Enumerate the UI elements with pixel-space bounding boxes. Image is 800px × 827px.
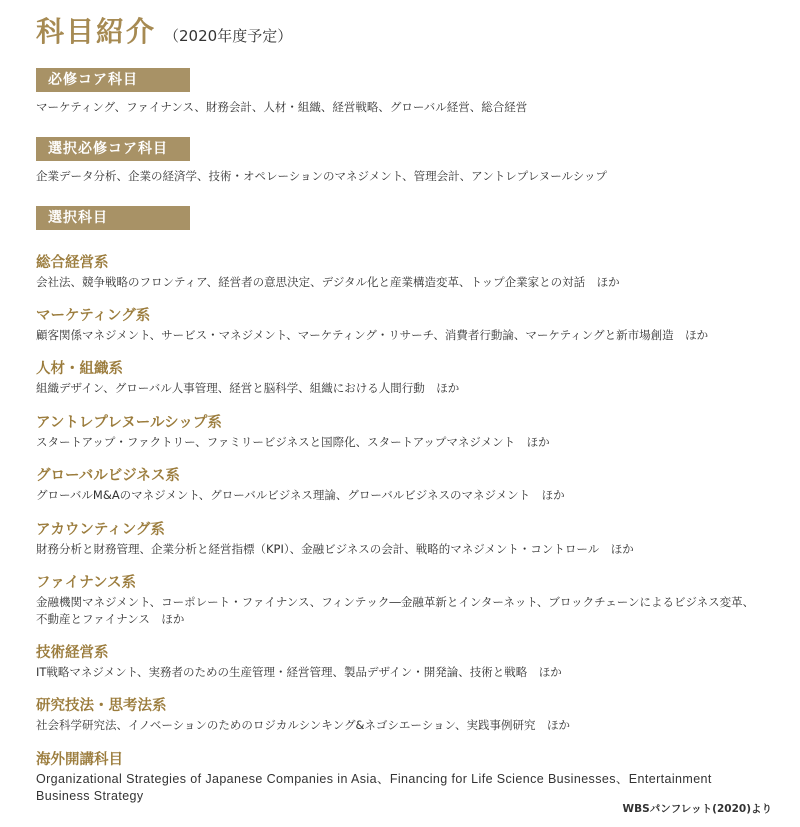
elective-title-hr-organization: 人材・組織系 xyxy=(36,361,123,377)
electives-band: 選択科目 xyxy=(36,206,190,230)
elective-description-marketing: 顧客関係マネジメント、サービス・マネジメント、マーケティング・リサーチ、消費者行動論、マーケティングと新市場創造 ほか xyxy=(36,328,709,342)
elective-description-technology-management: IT戦略マネジメント、実務者のための生産管理・経営管理、製品デザイン・開発論、技術と戦略 ほか xyxy=(36,665,562,679)
elective-title-overseas-courses: 海外開講科目 xyxy=(36,752,123,768)
required-core-description: マーケティング、ファイナンス、財務会計、人材・組織、経営戦略、グローバル経営、総合経営 xyxy=(36,100,528,114)
elective-title-marketing: マーケティング系 xyxy=(36,308,151,324)
elective-description-finance: 金融機関マネジメント、コーポレート・ファイナンス、フィンテック―金融革新とインターネット、ブロックチェーンによるビジネス変革、不動産とファイナンス ほか xyxy=(36,595,755,626)
elective-title-general-management: 総合経営系 xyxy=(36,255,109,271)
elective-description-general-management: 会社法、競争戦略のフロンティア、経営者の意思決定、デジタル化と産業構造変革、トップ企業家との対話 ほか xyxy=(36,275,620,289)
elective-required-core-description: 企業データ分析、企業の経済学、技術・オペレーションのマネジメント、管理会計、アントレプレヌールシップ xyxy=(36,169,608,183)
elective-description-research-methods: 社会科学研究法、イノベーションのためのロジカルシンキング&ネゴシエーション、実践事例研究 ほか xyxy=(36,718,571,732)
elective-title-entrepreneurship: アントレプレヌールシップ系 xyxy=(36,415,222,431)
elective-title-global-business: グローバルビジネス系 xyxy=(36,468,180,484)
page-title: 科目紹介 xyxy=(36,15,157,48)
elective-description-global-business: グローバルM&Aのマネジメント、グローバルビジネス理論、グローバルビジネスのマネジメント ほか xyxy=(36,488,565,502)
header xyxy=(36,10,292,50)
required-core-band: 必修コア科目 xyxy=(36,68,190,92)
elective-description-accounting: 財務分析と財務管理、企業分析と経営指標（KPI）、金融ビジネスの会計、戦略的マネジメント・コントロール ほか xyxy=(36,542,634,556)
elective-title-finance: ファイナンス系 xyxy=(36,575,137,591)
elective-description-entrepreneurship: スタートアップ・ファクトリー、ファミリービジネスと国際化、スタートアップマネジメント ほか xyxy=(36,435,550,449)
elective-description-hr-organization: 組織デザイン、グローバル人事管理、経営と脳科学、組織における人間行動 ほか xyxy=(36,381,460,395)
page-subtitle: （2020年度予定） xyxy=(164,27,293,45)
elective-title-research-methods: 研究技法・思考法系 xyxy=(36,698,167,714)
elective-title-accounting: アカウンティング系 xyxy=(36,522,165,538)
elective-title-technology-management: 技術経営系 xyxy=(36,645,109,661)
elective-description-overseas-courses: Organizational Strategies of Japanese Companies in Asia、Financing for Life Science Businesses、Entertainment Business Strategy xyxy=(36,772,712,803)
source-credit: WBSパンフレット(2020)より xyxy=(622,803,772,815)
elective-required-core-band: 選択必修コア科目 xyxy=(36,137,190,161)
